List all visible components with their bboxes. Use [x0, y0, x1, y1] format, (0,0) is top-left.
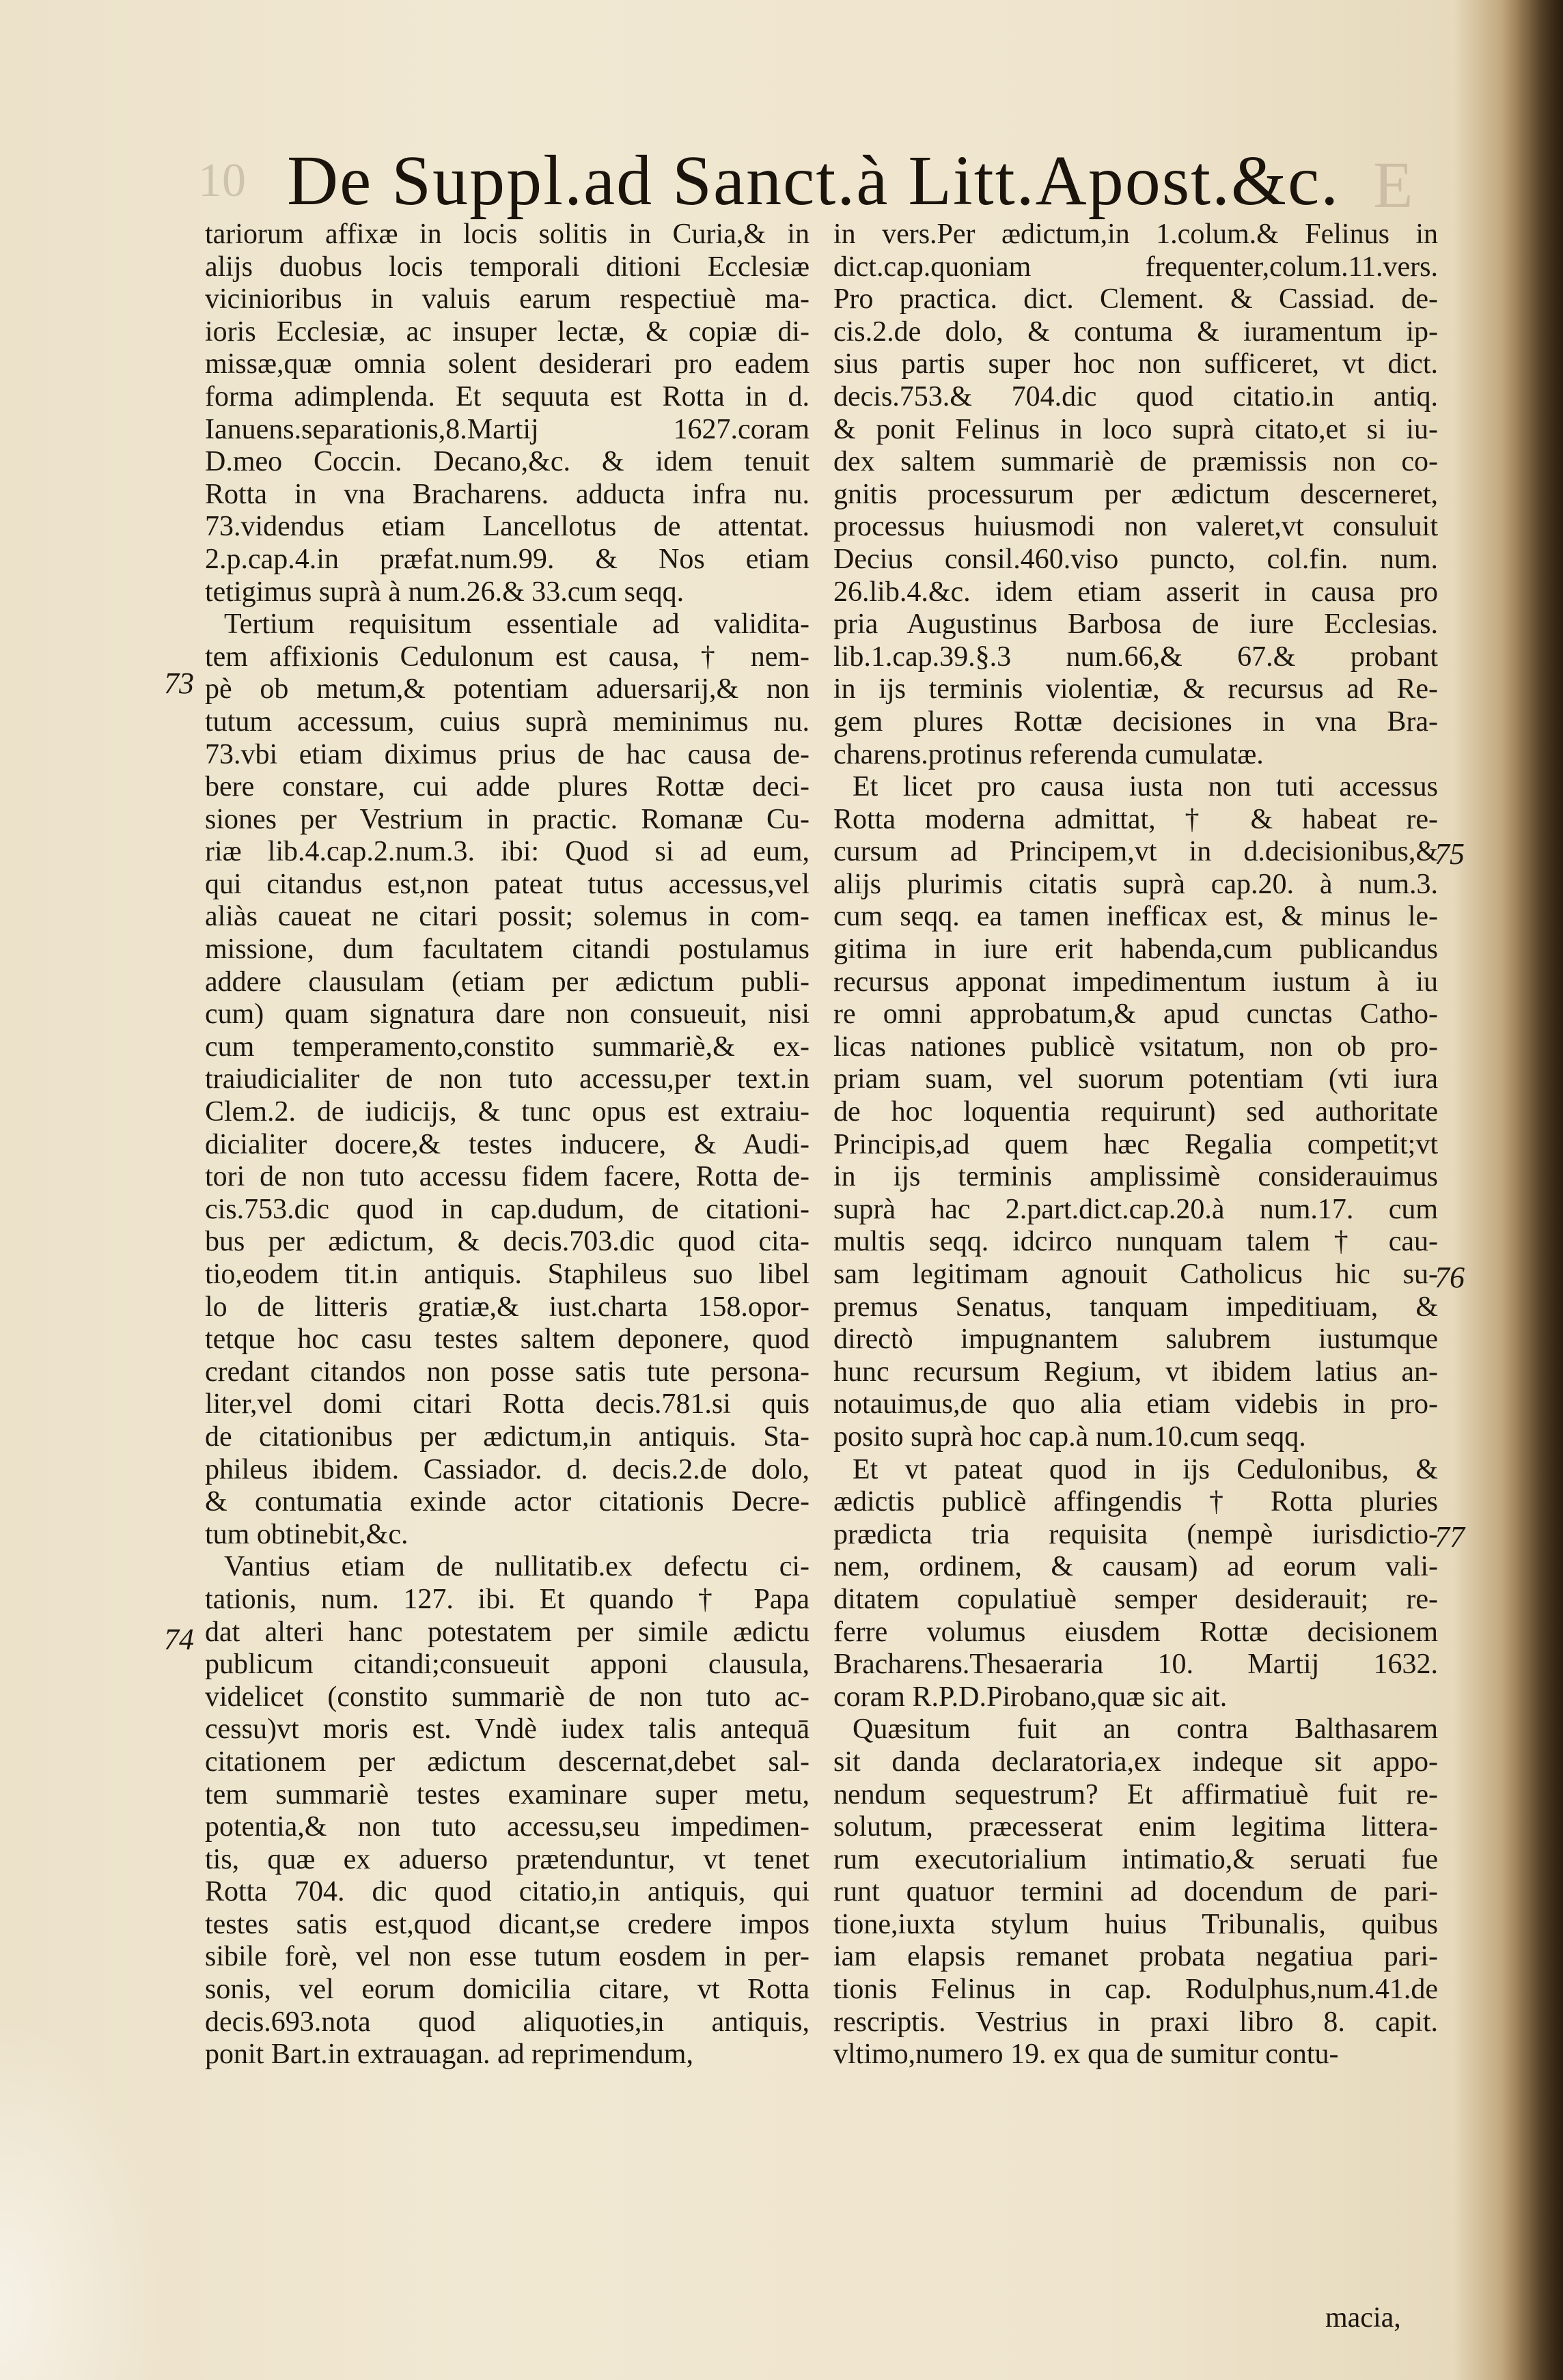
text-line: tis, quæ ex aduerso prætenduntur, vt tenet [205, 1843, 810, 1875]
text-line: lib.1.cap.39.§.3 num.66,& 67.& probant [833, 641, 1438, 673]
text-line: dex saltem summariè de præmissis non co- [833, 446, 1438, 478]
text-line: sius partis super hoc non sufficeret, vt dict. [833, 348, 1438, 380]
text-line: tem affixionis Cedulonum est causa, † nem- [205, 641, 810, 673]
text-line: Quæsitum fuit an contra Balthasarem [853, 1713, 1438, 1746]
text-line: multis seqq. idcirco nunquam talem † cau- [833, 1226, 1438, 1258]
text-line: de hoc loquentia requirunt) sed authoritate [833, 1096, 1438, 1128]
text-line: decis.693.nota quod aliquoties,in antiquis, [205, 2006, 810, 2038]
text-line: ponit Bart.in extrauagan. ad reprimendum, [205, 2039, 693, 2071]
text-line: notauimus,de quo alia etiam videbis in pro- [833, 1388, 1438, 1420]
text-line: gitima in iure erit habenda,cum publicandus [833, 934, 1438, 966]
text-line: coram R.P.D.Pirobano,quæ sic ait. [833, 1681, 1228, 1713]
text-line: Ianuens.separationis,8.Martij 1627.coram [205, 413, 810, 445]
text-line: de citationibus per ædictum,in antiquis. Sta- [205, 1420, 810, 1453]
text-line: Rotta moderna admittat, † & habeat re- [833, 803, 1438, 835]
text-line: siones per Vestrium in practic. Romanæ Cu- [205, 803, 810, 835]
text-line: ditatem copulatiuè semper desiderauit; re- [833, 1583, 1438, 1615]
text-line: Rotta 704. dic quod citatio,in antiquis, qui [205, 1876, 810, 1908]
text-line: suprà hac 2.part.dict.cap.20.à num.17. cum [833, 1193, 1438, 1225]
text-line: cum seqq. ea tamen inefficax est, & minus le- [833, 901, 1438, 933]
text-line: re omni approbatum,& apud cunctas Catho- [833, 998, 1438, 1031]
text-line: tum obtinebit,&c. [205, 1518, 409, 1550]
text-line: gnitis processurum per ædictum descerneret, [833, 478, 1438, 510]
text-line: tetigimus suprà à num.26.& 33.cum seqq. [205, 576, 684, 608]
text-line: charens.protinus referenda cumulatæ. [833, 738, 1264, 770]
margin-number-73: 73 [164, 667, 194, 700]
text-line: Bracharens.Thesaeraria 10. Martij 1632. [833, 1649, 1438, 1681]
text-line: sam legitimam agnouit Catholicus hic su- [833, 1259, 1438, 1290]
text-line: Et licet pro causa iusta non tuti accessus [853, 771, 1438, 803]
text-line: tetque hoc casu testes saltem deponere, quod [205, 1324, 810, 1356]
text-line: ioris Ecclesiæ, ac insuper lectæ, & copiæ di- [205, 316, 810, 348]
text-line: Decius consil.460.viso puncto, col.fin. num. [833, 543, 1438, 575]
text-line: forma adimplenda. Et sequuta est Rotta in d. [205, 380, 810, 412]
margin-number-77: 77 [1435, 1520, 1465, 1554]
text-line: vltimo,numero 19. ex qua de sumitur contu- [833, 2039, 1339, 2071]
bleed-through-text-left: 10 [198, 154, 246, 207]
text-line: bere constare, cui adde plures Rottæ deci- [205, 771, 810, 803]
text-line: licas nationes publicè vsitatum, non ob pro- [833, 1031, 1438, 1063]
text-line: hunc recursum Regium, vt ibidem latius an- [833, 1356, 1438, 1388]
text-line: decis.753.& 704.dic quod citatio.in antiq. [833, 380, 1438, 412]
text-line: dict.cap.quoniam frequenter,colum.11.vers. [833, 251, 1438, 283]
text-line: in vers.Per ædictum,in 1.colum.& Felinus in [833, 219, 1438, 250]
text-line: 73.vbi etiam diximus prius de hac causa de- [205, 738, 810, 770]
text-line: Et vt pateat quod in ijs Cedulonibus, & [853, 1453, 1438, 1485]
text-line: directò impugnantem salubrem iustumque [833, 1324, 1438, 1356]
text-line: Rotta in vna Bracharens. adducta infra nu. [205, 478, 810, 510]
text-line: tariorum affixæ in locis solitis in Curia,& in [205, 219, 810, 250]
text-line: Vantius etiam de nullitatib.ex defectu ci- [224, 1551, 810, 1583]
text-line: sit danda declaratoria,ex indeque sit appo- [833, 1746, 1438, 1778]
text-line: cis.2.de dolo, & contuma & iuramentum ip- [833, 316, 1438, 348]
text-line: in ijs terminis violentiæ, & recursus ad Re- [833, 673, 1438, 705]
text-line: traiudicialiter de non tuto accessu,per text.in [205, 1063, 810, 1095]
text-line: Clem.2. de iudicijs, & tunc opus est extraiu- [205, 1096, 810, 1128]
text-line: tio,eodem tit.in antiquis. Staphileus suo libel [205, 1259, 810, 1290]
bleed-through-text-right: E [1373, 148, 1413, 221]
text-line: credant citandos non posse satis tute persona- [205, 1356, 810, 1388]
text-line: vicinioribus in valuis earum respectiuè ma- [205, 283, 810, 316]
text-line: riæ lib.4.cap.2.num.3. ibi: Quod si ad eum, [205, 836, 810, 868]
text-line: cursum ad Principem,vt in d.decisionibus,& [833, 836, 1438, 868]
text-line: tationis, num. 127. ibi. Et quando † Papa [205, 1583, 810, 1615]
text-line: in ijs terminis amplissimè considerauimus [833, 1161, 1438, 1193]
text-line: lo de litteris gratiæ,& iust.charta 158.opor- [205, 1291, 810, 1323]
text-line: posito suprà hoc cap.à num.10.cum seqq. [833, 1420, 1306, 1453]
text-line: nendum sequestrum? Et affirmatiuè fuit re- [833, 1778, 1438, 1810]
text-line: iam elapsis remanet probata negatiua pari- [833, 1941, 1438, 1973]
text-line: tem summariè testes examinare super metu, [205, 1778, 810, 1810]
text-line: Principis,ad quem hæc Regalia competit;vt [833, 1128, 1438, 1160]
text-line: testes satis est,quod dicant,se credere impos [205, 1908, 810, 1940]
text-line: cis.753.dic quod in cap.dudum, de citationi- [205, 1193, 810, 1225]
catchword: macia, [1325, 2302, 1401, 2334]
text-line: D.meo Coccin. Decano,&c. & idem tenuit [205, 446, 810, 478]
text-line: Pro practica. dict. Clement. & Cassiad. de- [833, 283, 1438, 316]
text-line: 2.p.cap.4.in præfat.num.99. & Nos etiam [205, 543, 810, 575]
text-line: bus per ædictum, & decis.703.dic quod cita- [205, 1226, 810, 1258]
text-line: priam suam, vel suorum potentiam (vti iura [833, 1063, 1438, 1095]
text-line: pria Augustinus Barbosa de iure Ecclesias. [833, 608, 1438, 641]
text-line: Tertium requisitum essentiale ad validita- [224, 608, 810, 641]
text-line: nem, ordinem, & causam) ad eorum vali- [833, 1551, 1438, 1583]
text-line: missæ,quæ omnia solent desiderari pro eadem [205, 348, 810, 380]
text-line: tori de non tuto accessu fidem facere, Rotta de- [205, 1161, 810, 1193]
text-line: ferre volumus eiusdem Rottæ decisionem [833, 1616, 1438, 1648]
text-line: alijs duobus locis temporali ditioni Ecclesiæ [205, 251, 810, 283]
text-line: rum executorialium intimatio,& seruati fue [833, 1843, 1438, 1875]
margin-number-76: 76 [1435, 1261, 1465, 1294]
text-line: cum temperamento,constito summariè,& ex- [205, 1031, 810, 1063]
text-line: ædictis publicè affingendis † Rotta pluries [833, 1486, 1438, 1518]
text-line: & ponit Felinus in loco suprà citato,et si iu- [833, 413, 1438, 445]
text-line: cum) quam signatura dare non consueuit, nisi [205, 998, 810, 1031]
text-line: aliàs caueat ne citari possit; solemus in com- [205, 901, 810, 933]
text-line: rescriptis. Vestrius in praxi libro 8. capit. [833, 2006, 1438, 2038]
text-line: tutum accessum, cuius suprà meminimus nu. [205, 705, 810, 738]
text-line: premus Senatus, tanquam impeditiuam, & [833, 1291, 1438, 1323]
text-line: liter,vel domi citari Rotta decis.781.si quis [205, 1388, 810, 1420]
text-line: qui citandus est,non pateat tutus accessus,vel [205, 868, 810, 900]
text-line: recursus apponat impedimentum iustum à iu [833, 966, 1438, 998]
text-line: sonis, vel eorum domicilia citare, vt Rotta [205, 1974, 810, 2006]
text-line: tionis Felinus in cap. Rodulphus,num.41.de [833, 1974, 1438, 2006]
text-line: videlicet (constito summariè de non tuto ac- [205, 1681, 810, 1713]
text-line: prædicta tria requisita (nempè iurisdictio- [833, 1518, 1438, 1550]
text-line: alijs plurimis citatis suprà cap.20. à num.3. [833, 868, 1438, 900]
running-head: De Suppl.ad Sanct.à Litt.Apost.&c. [287, 141, 1340, 220]
spine-shadow [1502, 0, 1563, 2380]
text-line: missione, dum facultatem citandi postulamus [205, 934, 810, 966]
text-line: sibile forè, vel non esse tutum eosdem in per- [205, 1941, 810, 1973]
margin-number-74: 74 [164, 1623, 194, 1656]
text-line: 26.lib.4.&c. idem etiam asserit in causa pro [833, 576, 1438, 608]
text-line: dat alteri hanc potestatem per simile ædictu [205, 1616, 810, 1648]
right-text-column [833, 219, 1438, 2071]
text-line: runt quatuor termini ad docendum de pari- [833, 1876, 1438, 1908]
left-text-column [205, 219, 810, 2071]
text-line: dicialiter docere,& testes inducere, & Audi- [205, 1128, 810, 1160]
text-line: processus huiusmodi non valeret,vt consuluit [833, 511, 1438, 543]
margin-number-75: 75 [1435, 837, 1465, 871]
text-line: pè ob metum,& potentiam aduersarij,& non [205, 673, 810, 705]
text-line: cessu)vt moris est. Vndè iudex talis antequā [205, 1713, 810, 1746]
text-line: addere clausulam (etiam per ædictum publi- [205, 966, 810, 998]
text-line: tione,iuxta stylum huius Tribunalis, quibus [833, 1908, 1438, 1940]
text-line: solutum, præcesserat enim legitima littera- [833, 1811, 1438, 1843]
text-line: citationem per ædictum descernat,debet sal- [205, 1746, 810, 1778]
text-line: potentia,& non tuto accessu,seu impedimen- [205, 1811, 810, 1843]
text-line: gem plures Rottæ decisiones in vna Bra- [833, 705, 1438, 738]
text-line: phileus ibidem. Cassiador. d. decis.2.de dolo, [205, 1453, 810, 1485]
text-line: & contumatia exinde actor citationis Decre- [205, 1486, 810, 1518]
text-line: 73.videndus etiam Lancellotus de attentat. [205, 511, 810, 543]
page-stain [0, 2015, 164, 2380]
text-line: publicum citandi;consueuit apponi clausula, [205, 1649, 810, 1681]
